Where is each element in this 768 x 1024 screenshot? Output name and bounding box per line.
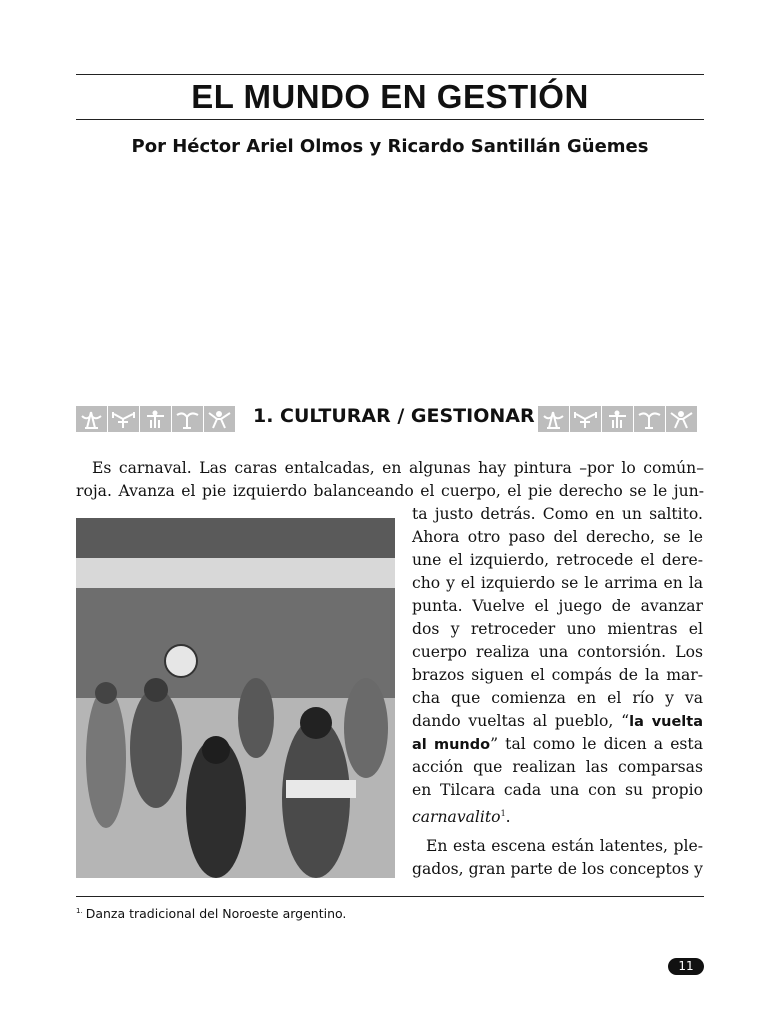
column-line: en Tilcara cada una con su propio [412,781,703,799]
quote-lead-text: dando vueltas al pueblo, “ [412,712,630,730]
quote-trail-text: ” tal como le dicen a esta [490,735,703,753]
winged-figure-icon [108,406,139,432]
intro-paragraph [76,457,704,503]
quote-text-part1: la vuelta [629,714,703,730]
column-line-quote [412,710,703,733]
quote-text-part2: al mundo [412,737,491,753]
column-line: cha que comienza en el río y va [412,689,703,707]
winged-figure-icon [570,406,601,432]
left-ornament [76,406,235,432]
top-rule [76,74,704,75]
column-line: brazos siguen el compás de la mar- [412,666,703,684]
column-line: cho y el izquierdo se le arrima en la [412,574,703,592]
intro-line-1: Es carnaval. Las caras entalcadas, en algunas hay pintura –por lo común– [92,459,704,477]
column-line: une el izquierdo, retrocede el dere- [412,551,703,569]
carnavalito-term: carnavalito [412,808,501,827]
para2-line-2: gados, gran parte de los conceptos y [412,860,703,878]
page-number: 11 [668,958,704,975]
carnival-dance-photo [76,518,395,878]
column-line: ta justo detrás. Como en un saltito. [412,505,703,523]
footnote-reference: 1 [500,809,506,818]
column-line-carnavalito [412,802,703,825]
authors-byline: Por Héctor Ariel Olmos y Ricardo Santillán Güemes [131,136,649,157]
right-ornament [538,406,697,432]
footnote-text: Danza tradicional del Noroeste argentino. [85,906,347,921]
section-heading-row [76,404,708,434]
column-line: acción que realizan las comparsas [412,758,703,776]
page-title: EL MUNDO EN GESTIÓN [191,78,589,115]
angel-figure-icon [538,406,569,432]
angel-figure-icon [76,406,107,432]
section-heading: 1. CULTURAR / GESTIONAR [253,405,535,427]
bird-figure-icon [634,406,665,432]
right-column-text [412,503,703,881]
intro-line-2: roja. Avanza el pie izquierdo balanceando el cuerpo, el pie derecho se le jun- [76,482,704,500]
footnote-rule [76,896,704,897]
period: . [505,808,511,827]
title-rule [76,119,704,120]
dancer-figure-icon [140,406,171,432]
para2-line-1: En esta escena están latentes, ple- [426,837,703,855]
dancer-figure-icon [602,406,633,432]
footnote-mark: 1. [76,906,83,915]
column-line: cuerpo realiza una contorsión. Los [412,643,703,661]
winged-angel-icon [666,406,697,432]
column-line: dos y retroceder uno mientras el [412,620,703,638]
column-line: punta. Vuelve el juego de avanzar [412,597,703,615]
column-line-quote-end [412,733,703,756]
footnote [76,906,346,921]
column-line: Ahora otro paso del derecho, se le [412,528,703,546]
bird-figure-icon [172,406,203,432]
winged-angel-icon [204,406,235,432]
